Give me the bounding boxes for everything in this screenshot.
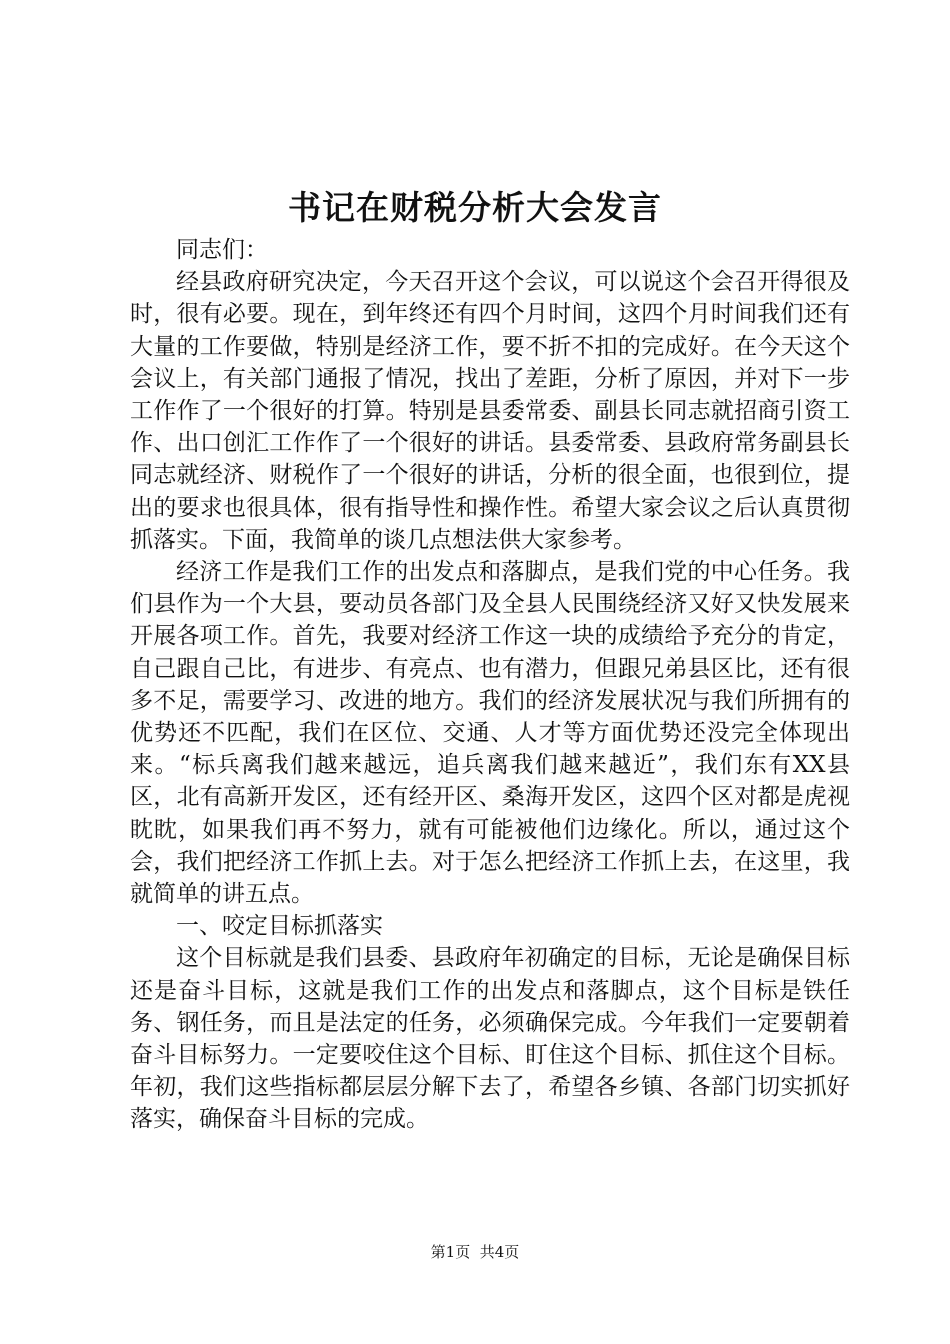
page-footer: [0, 1242, 950, 1262]
document-body: [130, 234, 850, 1136]
paragraph: 这个目标就是我们县委、县政府年初确定的目标，无论是确保目标还是奋斗目标，这就是我们工作的出发点和落脚点，这个目标是铁任务、钢任务，而且是法定的任务，必须确保完成。今年我们一定要朝着奋斗目标努力。一定要咬住这个目标、盯住这个目标、抓住这个目标。年初，我们这些指标都层层分解下去了，希望各乡镇、各部门切实抓好落实，确保奋斗目标的完成。: [130, 945, 850, 1133]
paragraph: 经济工作是我们工作的出发点和落脚点，是我们党的中心任务。我们县作为一个大县，要动员各部门及全县人民围绕经济又好又快发展来开展各项工作。首先，我要对经济工作这一块的成绩给予充分的肯定，自己跟自己比，有进步、有亮点、也有潜力，但跟兄弟县区比，还有很多不足，需要学习、改进的地方。我们的经济发展状况与我们所拥有的优势还不匹配，我们在区位、交通、人才等方面优势还没完全体现出来。“标兵离我们越来越远，追兵离我们越来越近”，我们东有XX县区，北有高新开发区，还有经开区、桑海开发区，这四个区对都是虎视眈眈，如果我们再不努力，就有可能被他们边缘化。所以，通过这个会，我们把经济工作抓上去。对于怎么把经济工作抓上去，在这里，我就简单的讲五点。: [130, 559, 850, 908]
paragraph: 经县政府研究决定，今天召开这个会议，可以说这个会召开得很及时，很有必要。现在，到年终还有四个月时间，这四个月时间我们还有大量的工作要做，特别是经济工作，要不折不扣的完成好。在今天这个会议上，有关部门通报了情况，找出了差距，分析了原因，并对下一步工作作了一个很好的打算。特别是县委常委、副县长同志就招商引资工作、出口创汇工作作了一个很好的讲话。县委常委、县政府常务副县长同志就经济、财税作了一个很好的讲话，分析的很全面，也很到位，提出的要求也很具体，很有指导性和操作性。希望大家会议之后认真贯彻抓落实。下面，我简单的谈几点想法供大家参考。: [130, 269, 850, 553]
page-number: 第1页: [430, 1243, 471, 1261]
page-total: 共4页: [479, 1243, 520, 1261]
salutation: 同志们：: [176, 237, 268, 263]
document-title: 书记在财税分析大会发言: [288, 188, 662, 227]
section-heading: 一、咬定目标抓落实: [176, 913, 383, 940]
